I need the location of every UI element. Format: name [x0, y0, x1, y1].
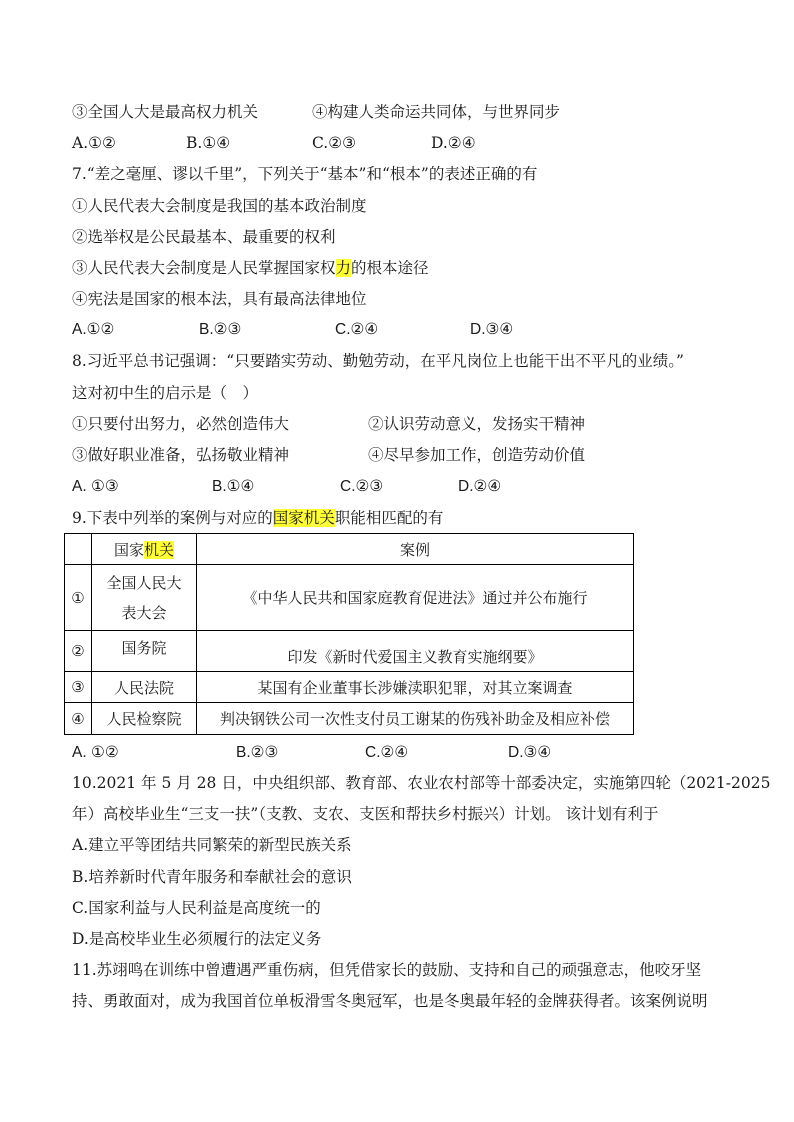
- q9-choice-d: D.③④: [508, 744, 552, 761]
- q7-item-4: ④宪法是国家的根本法，具有最高法律地位: [72, 290, 367, 308]
- q7-choice-a: A.①②: [72, 321, 115, 338]
- q8-item-2: ②认识劳动意义，发扬实干精神: [368, 415, 586, 433]
- q9-choice-c: C.②④: [365, 744, 409, 761]
- q7-item-1: ①人民代表大会制度是我国的基本政治制度: [72, 197, 367, 215]
- q6-option-3: ③全国人大是最高权力机关: [72, 103, 259, 121]
- header-org-text: 国家: [113, 540, 144, 559]
- q8-choice-c: C.②③: [340, 478, 384, 495]
- q8-choice-a: A. ①③: [72, 478, 119, 495]
- q8-item-3: ③做好职业准备，弘扬敬业精神: [72, 446, 290, 464]
- q9-table: [64, 533, 634, 735]
- q10-choice-d: D.是高校毕业生必须履行的法定义务: [72, 930, 322, 948]
- q11-stem: 11.苏翊鸣在训练中曾遭遇严重伤病，但凭借家长的鼓励、支持和自己的顽强意志，他咬牙坚: [72, 961, 702, 979]
- q7-choice-c: C.②④: [335, 321, 379, 338]
- q7-item-3: [72, 258, 429, 278]
- q9-stem: [72, 508, 443, 528]
- row-index: ②: [65, 631, 92, 672]
- q10-choice-c: C.国家利益与人民利益是高度统一的: [72, 899, 321, 917]
- highlight-mark: 国家机关: [272, 509, 335, 527]
- q7-choice-b: B.②③: [199, 321, 242, 338]
- q7-stem: 7.“差之毫厘、谬以千里”，下列关于“基本”和“根本”的表述正确的有: [72, 165, 538, 183]
- q9-choice-b: B.②③: [236, 744, 279, 761]
- q9-choice-a: A. ①②: [72, 744, 119, 761]
- q9-stem-text: 9.下表中列举的案例与对应的: [72, 509, 273, 527]
- table-row: [65, 631, 634, 672]
- q6-choice-b: B.①④: [186, 134, 231, 152]
- q10-choice-a: A.建立平等团结共同繁荣的新型民族关系: [72, 836, 352, 854]
- table-row: [65, 672, 634, 703]
- row-index: ④: [65, 703, 92, 735]
- q6-choice-c: C.②③: [312, 134, 357, 152]
- row-org: 人民检察院: [92, 703, 197, 735]
- q8-stem: 8.习近平总书记强调：“只要踏实劳动、勤勉劳动，在平凡岗位上也能干出不平凡的业绩。”: [72, 352, 684, 370]
- q8-item-4: ④尽早参加工作，创造劳动价值: [368, 446, 586, 464]
- table-row: [65, 703, 634, 735]
- q10-stem-cont: 年）高校毕业生“三支一扶”（支教、支农、支医和帮扶乡村振兴）计划。 该计划有利于: [72, 805, 659, 823]
- table-header-org: [92, 534, 197, 565]
- table-header-index: [65, 534, 92, 565]
- q11-stem-cont: 持、勇敢面对，成为我国首位单板滑雪冬奥冠军，也是冬奥最年轻的金牌获得者。该案例说明: [72, 992, 708, 1010]
- q7-choice-d: D.③④: [470, 321, 514, 338]
- row-case: 《中华人民共和国家庭教育促进法》通过并公布施行: [197, 565, 634, 631]
- highlight-mark: 力: [335, 259, 352, 277]
- q8-stem-cont: 这对初中生的启示是（ ）: [72, 384, 259, 402]
- row-index: ①: [65, 565, 92, 631]
- row-case: 印发《新时代爱国主义教育实施纲要》: [197, 631, 634, 672]
- q8-choice-b: B.①④: [212, 478, 255, 495]
- table-header-row: [65, 534, 634, 565]
- q7-item-2: ②选举权是公民最基本、最重要的权利: [72, 228, 336, 246]
- q6-option-4: ④构建人类命运共同体，与世界同步: [312, 103, 561, 121]
- q6-choice-a: A.①②: [72, 134, 116, 152]
- row-org: [92, 565, 197, 631]
- q9-stem-tail: 职能相匹配的有: [334, 509, 444, 527]
- q10-choice-b: B.培养新时代青年服务和奉献社会的意识: [72, 868, 352, 886]
- row-org: 国务院: [92, 631, 197, 672]
- q7-item-3-tail: 的根本途径: [351, 259, 429, 277]
- row-org-line1: 全国人民大: [106, 573, 182, 592]
- table-row: [65, 565, 634, 631]
- q10-stem: 10.2021 年 5 月 28 日，中央组织部、教育部、农业农村部等十部委决定，实施第四轮（2021-2025: [72, 774, 771, 792]
- highlight-mark: 机关: [144, 540, 175, 559]
- row-org-line2: 表大会: [121, 603, 167, 622]
- row-case: 某国有企业董事长涉嫌渎职犯罪，对其立案调查: [197, 672, 634, 703]
- q8-item-1: ①只要付出努力，必然创造伟大: [72, 415, 290, 433]
- q8-choice-d: D.②④: [458, 478, 502, 495]
- q7-item-3-text: ③人民代表大会制度是人民掌握国家权: [72, 259, 336, 277]
- row-index: ③: [65, 672, 92, 703]
- q6-choice-d: D.②④: [431, 134, 476, 152]
- row-org: 人民法院: [92, 672, 197, 703]
- row-case: 判决钢铁公司一次性支付员工谢某的伤残补助金及相应补偿: [197, 703, 634, 735]
- table-header-case: 案例: [197, 534, 634, 565]
